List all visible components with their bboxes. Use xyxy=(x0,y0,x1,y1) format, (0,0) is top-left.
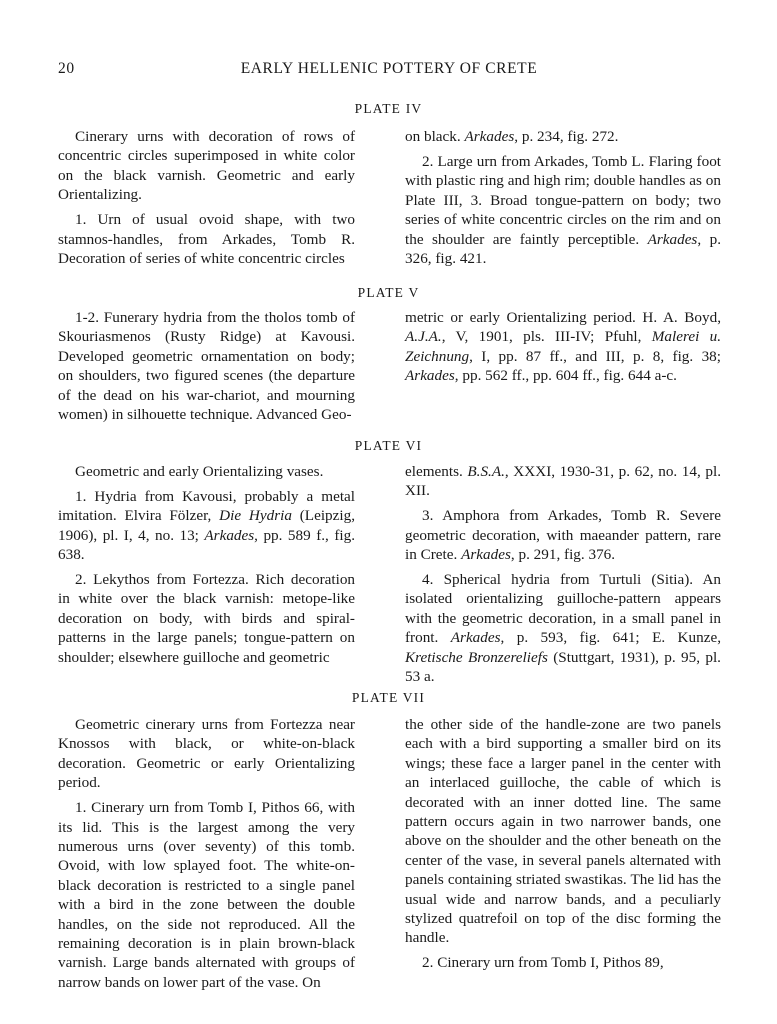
plate-vii-heading: PLATE VII xyxy=(351,690,426,705)
plate-iv-item-2: 2. Large urn from Arkades, Tomb L. Flaring foot with plastic ring and high rim; double handles as on Plate III, 3. Broad tongue-pattern on body; two series of white concentric circles on the rim and on the shoulder are faintly perceptible. Arkades, p. 326, fig. 421. xyxy=(405,152,722,267)
plate-iv-intro: Cinerary urns with decoration of rows of concentric circles superimposed in white color on the black varnish. Geometric and early Orientalizing. xyxy=(58,128,355,204)
running-head xyxy=(58,60,720,84)
plate-vii-intro: Geometric cinerary urns from Fortezza near Knossos with black, or white-on-black decoration. Geometric or early Orientalizing period. xyxy=(58,716,355,792)
plate-vi-left-column xyxy=(58,462,355,673)
plate-vii-item-1: 1. Cinerary urn from Tomb I, Pithos 66, with its lid. This is the largest among the very numerous urns (over seventy) of this tomb. Ovoid, with low splayed foot. The white-on-black decoration is restricted to a single panel with a bird in the zone between the double handles, on the side not reproduced. All the remaining decoration is in plain brown-black varnish. Large bands alternated with groups of narrow bands on lower part of the vase. On xyxy=(58,799,356,991)
plate-iv-right-column xyxy=(405,127,721,274)
page-number: 20 xyxy=(58,60,75,77)
plate-vi-continuation: elements. B.S.A., XXXI, 1930-31, p. 62, no. 14, pl. XII. xyxy=(405,463,721,500)
plate-vi-item-2: 2. Lekythos from Fortezza. Rich decoration in white over the black varnish: metope-like decoration on body, with birds and spiral-patterns in the large panels; tongue-pattern on shoulder; elsewhere guilloche and geometric xyxy=(58,571,356,666)
plate-vi-heading: PLATE VI xyxy=(354,438,423,453)
plate-vii-continuation: the other side of the handle-zone are two panels each with a bird supporting a smaller bird on its wings; these face a larger panel in the center with an interlaced guilloche, the cable of which is decorated with an inner dotted line. The same pattern occurs again in two narrower bands, one above on the shoulder and the other beneath on the center of the vase, in several panels alternated with panels containing striated swastikas. The lid has the usual wide and narrow bands, and a peculiarly stylized quatrefoil on top of the disc forming the handle. xyxy=(405,716,721,947)
plate-v-continuation: metric or early Orientalizing period. H. A. Boyd, A.J.A., V, 1901, pls. III-IV; Pfuhl, Malerei u. Zeichnung, I, pp. 87 ff., and III, p. 8, fig. 38; Arkades, pp. 562 ff., pp. 604 ff., fig. 644 a-c. xyxy=(405,309,722,385)
plate-v-heading: PLATE V xyxy=(357,285,420,300)
plate-vi-item-3: 3. Amphora from Arkades, Tomb R. Severe geometric decoration, with maeander pattern, rare in Crete. Arkades, p. 291, fig. 376. xyxy=(405,507,721,564)
plate-vii-right-column xyxy=(405,715,721,978)
plate-vi-item-4: 4. Spherical hydria from Turtuli (Sitia). An isolated orientalizing guilloche-pattern appears with the geometric decoration, in a small panel in front. Arkades, p. 593, fig. 641; E. Kunze, Kretische Bronzereliefs (Stuttgart, 1931), p. 95, pl. 53 a. xyxy=(405,571,722,686)
plate-vi-item-1: 1. Hydria from Kavousi, probably a metal imitation. Elvira Fölzer, Die Hydria (Leipzig, 1906), pl. I, 4, no. 13; Arkades, pp. 589 f., fig. 638. xyxy=(58,487,356,564)
plate-vii-left-column xyxy=(58,715,355,998)
plate-vi-intro: Geometric and early Orientalizing vases. xyxy=(75,463,324,480)
plate-v-item-1-2: 1-2. Funerary hydria from the tholos tomb of Skouriasmenos (Rusty Ridge) at Kavousi. Developed geometric ornamentation on body; on shoulders, two figured scenes (the departure of the dead on his war-chariot, and mourning women) in silhouette technique. Advanced Geo- xyxy=(58,309,355,424)
plate-v-left-column xyxy=(58,308,355,430)
running-title: EARLY HELLENIC POTTERY OF CRETE xyxy=(240,60,538,77)
plate-vi-right-column xyxy=(405,462,721,692)
plate-iv-item-1: 1. Urn of usual ovoid shape, with two stamnos-handles, from Arkades, Tomb R. Decoration of series of white concentric circles xyxy=(58,211,355,267)
plate-iv-continuation: on black. Arkades, p. 234, fig. 272. xyxy=(405,128,619,145)
plate-vii-item-2: 2. Cinerary urn from Tomb I, Pithos 89, xyxy=(422,954,664,972)
plate-iv-left-column xyxy=(58,127,355,274)
plate-v-right-column xyxy=(405,308,721,391)
plate-iv-heading: PLATE IV xyxy=(354,101,423,116)
